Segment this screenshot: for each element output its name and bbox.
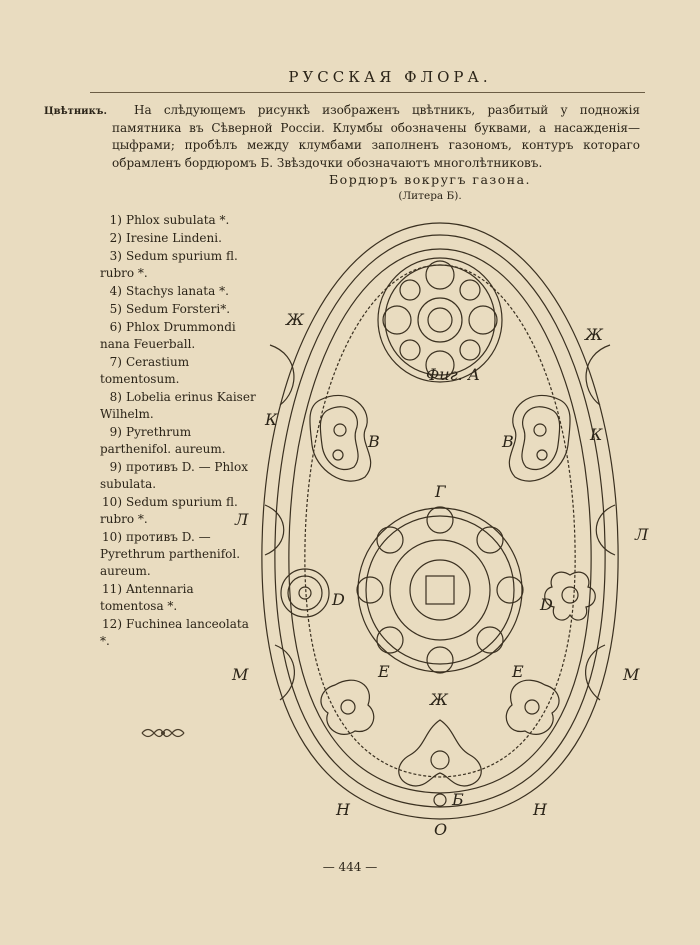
plant-name: Stachys lanata *. [126,284,229,298]
label-zh-left: Ж [286,310,304,329]
border-ring-3 [289,249,591,793]
plant-number: 1) [109,213,122,227]
plant-number: 11) [102,582,122,596]
intro-paragraph: На слѣдующемъ рисункѣ изображенъ цвѣтникъ, разбитый у подножія памятника въ Сѣверной Россіи. Клумбы обозначены буквами, а насажденія—цыфрами; пробѣлъ между клумбами заполненъ газономъ, контуръ котораго обрамленъ бордюромъ Б. Звѣздочки обозначаютъ многолѣтниковъ. [112,103,640,170]
plant-number: 7) [109,355,122,369]
plant-number: 10) [102,530,122,544]
plant-name: противъ D. — Pyrethrum parthenifol. aureum. [100,530,241,578]
label-zh-bottom: Ж [430,690,448,709]
label-l-right: Л [635,525,649,544]
plant-name: Sedum Forsteri*. [126,302,231,316]
plant-number: 4) [109,284,122,298]
label-e-left: Е [378,662,390,681]
plant-list-item [100,319,260,353]
label-k-left: К [265,410,278,429]
plant-name: Antennaria tomentosa *. [100,582,194,613]
plant-list-item [100,459,260,493]
plant-number: 10) [102,495,122,509]
plant-name: Pyrethrum parthenifol. aureum. [100,425,226,456]
label-e-right: Е [512,662,524,681]
plant-list-item [100,230,260,247]
page-number: — 444 — [322,860,378,874]
label-zh-right: Ж [585,325,603,344]
plant-list-item [100,424,260,458]
plant-number: 9) [109,460,122,474]
subtitle-note: (Литера Б). [398,190,462,202]
running-header: РУССКАЯ ФЛОРА. [288,68,492,86]
plant-name: Phlox Drummondi nana Feuerball. [100,320,236,351]
flower-garden-plan [232,215,649,839]
plant-number: 2) [109,231,122,245]
ornament-icon [140,725,186,741]
plant-list-item [100,529,260,580]
plant-name: Lobelia erinus Kaiser Wilhelm. [100,390,256,421]
plant-number: 9) [109,425,122,439]
plant-number: 3) [109,249,122,263]
plant-list-item [100,354,260,388]
outer-border [262,223,618,819]
plant-list-item [100,389,260,423]
label-b: Б [452,790,464,809]
plant-list [100,212,260,651]
label-m-left: М [232,665,249,684]
plant-number: 5) [109,302,122,316]
plant-list-item [100,581,260,615]
plant-name: противъ D. — Phlox subulata. [100,460,249,491]
label-k-right: К [590,425,603,444]
plant-name: Sedum spurium fl. rubro *. [100,249,238,280]
plant-name: Sedum spurium fl. rubro *. [100,495,238,526]
figure-caption: Фиг. А [426,365,480,384]
label-n-left: Н [336,800,350,819]
label-v-right: В [502,432,514,451]
plant-name: Phlox subulata *. [126,213,230,227]
plant-list-item [100,301,260,318]
plant-list-item [100,283,260,300]
margin-note: Цвѣтникъ. [44,106,107,117]
label-g: Г [435,482,446,501]
label-l-left: Л [235,510,249,529]
label-d-left: D [332,590,345,609]
plant-name: Fuchinea lanceolata *. [100,617,249,648]
plant-list-item [100,616,260,650]
plant-name: Iresine Lindeni. [126,231,222,245]
label-m-right: М [623,665,640,684]
header-rule [90,92,645,93]
label-v-left: В [368,432,380,451]
label-d-right: D [540,595,553,614]
label-o: О [434,820,448,839]
plant-number: 12) [102,617,122,631]
plant-name: Cerastium tomentosum. [100,355,190,386]
section-subtitle: Бордюръ вокругъ газона. [328,172,532,187]
plant-list-item [100,212,260,229]
plant-number: 8) [109,390,122,404]
label-n-right: Н [533,800,547,819]
plant-list-item [100,248,260,282]
plant-number: 6) [109,320,122,334]
border-ring-2 [275,235,605,807]
